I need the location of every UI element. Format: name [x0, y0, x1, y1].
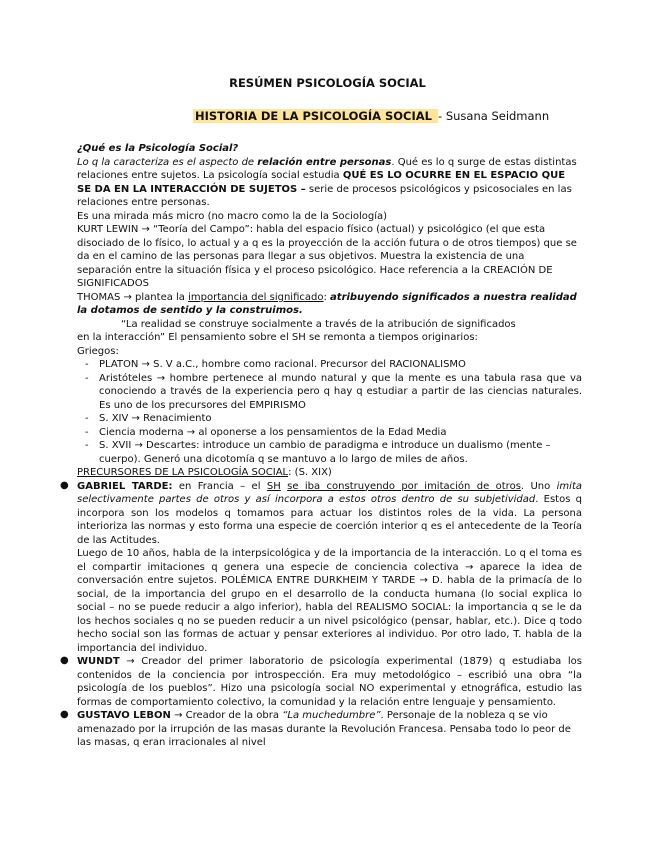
wundt-name: WUNDT	[77, 656, 120, 667]
list-item	[77, 358, 582, 372]
list-item	[77, 439, 582, 466]
lebon-item	[60, 709, 582, 750]
document-subtitle	[193, 109, 549, 123]
lebon-italic: “La muchedumbre”	[282, 710, 381, 721]
intro-italic: Lo q la caracteriza es el aspecto de	[77, 156, 258, 168]
wundt-text: → Creador del primer laboratorio de psicología experimental (1879) q estudiaba los contenidos de la conciencia por introspección. Era muy metodológico – escribió una obra “la psicología de los pueblos”. Hizo una psicología social NO experimental y etnográfica, estudio las formas de comportamiento colectivo, la comunidad y la relación entre lenguaje y pensamiento.	[77, 656, 582, 708]
intro-bold-italic: relación entre personas	[257, 156, 392, 168]
thomas-colon: :	[323, 291, 331, 303]
wundt-item	[60, 655, 582, 709]
tarde-text-a: en Francia – el	[172, 480, 267, 492]
quote-continuation: en la interacción” El pensamiento sobre el SH se remonta a tiempos originarios:	[77, 332, 478, 343]
greeks-label: Griegos:	[77, 345, 119, 357]
lebon-text-a: → Creador de la obra	[170, 710, 283, 721]
document-body	[60, 142, 582, 750]
bullet-icon: ●	[60, 655, 69, 666]
tarde-item	[60, 479, 582, 656]
list-dash: -	[85, 359, 89, 370]
tarde-paragraph	[77, 480, 582, 548]
list-item	[77, 412, 582, 426]
list-item-text: S. XVII → Descartes: introduce un cambio de paradigma e introduce un dualismo (mente – cuerpo). Generó una dicotomía q se mantuvo a lo largo de miles de años.	[99, 440, 551, 465]
precursors-label: PRECURSORES DE LA PSICOLOGÍA SOCIAL	[77, 467, 289, 478]
intro-bold: QUÉ ES LO OCURRE EN EL ESPACIO QUE SE DA EN LA INTERACCIÓN DE SUJETOS –	[77, 170, 566, 195]
tarde-underline-imitation: se iba construyendo por imitación de otros	[287, 480, 521, 492]
lebon-name: GUSTAVO LEBON	[77, 710, 171, 721]
bullet-icon: ●	[60, 479, 69, 491]
tarde-text-d: . Estos q incorpora son los modelos q tomamos para actuar los distintos roles de la vida. La persona interioriza las normas y esto forma una especie de coerción interior q es el antecedente de la Teoría de las Actitudes.	[77, 494, 582, 546]
lewin-paragraph: KURT LEWIN → “Teoría del Campo”: habla del espacio físico (actual) y psicológico (el que esta disociado de lo físico, lo actual y a q es la proyección de la acción futura o de otros tiempos) que se da en el camino de las personas para llegar a sus objetivos. Muestra la existencia de una separación entre la situación física y el proceso psicológico. Hace referencia a la CREACIÓN DE SIGNIFICADOS	[77, 224, 577, 289]
lebon-text-b: . Personaje de la nobleza q se vio amenazado por la irrupción de las masas durante la Revolución Francesa. Pensaba todo lo peor de las masas, q eran irracionales al nivel	[77, 710, 571, 748]
list-item-text: PLATON → S. V a.C., hombre como racional. Precursor del RACIONALISMO	[99, 359, 466, 370]
precursors-suffix: : (S. XIX)	[288, 467, 332, 478]
tarde-underline-sh: SH	[266, 480, 281, 492]
bullet-icon: ●	[60, 709, 69, 720]
list-item	[77, 372, 582, 413]
list-item	[77, 426, 582, 440]
quote-line: “La realidad se construye socialmente a través de la atribución de significados	[121, 318, 516, 330]
list-dash: -	[85, 440, 89, 451]
wundt-paragraph	[77, 655, 582, 709]
intro-end: serie de procesos psicológicos y psicosociales en las relaciones entre personas.	[77, 183, 572, 208]
lebon-paragraph	[77, 709, 582, 750]
list-item-text: S. XIV → Renacimiento	[99, 413, 212, 424]
thomas-underline: importancia del significado	[188, 291, 324, 303]
subtitle-author: - Susana Seidmann	[438, 109, 550, 123]
intro-text: . Qué es lo q surge de estas distintas relaciones entre sujetos. La psicología social estudia	[77, 156, 577, 181]
tarde-italic: imita selectivamente partes de otros y así incorpora a estos otros dentro de su subjetividad	[77, 480, 582, 505]
subtitle-highlight: HISTORIA DE LA PSICOLOGÍA SOCIAL	[195, 109, 437, 123]
thomas-text: THOMAS → plantea la	[77, 291, 189, 303]
tarde-name: GABRIEL TARDE:	[77, 480, 173, 492]
list-dash: -	[85, 413, 89, 424]
greek-list	[77, 358, 582, 466]
section-question: ¿Qué es la Psicología Social?	[77, 143, 239, 154]
list-dash: -	[85, 372, 89, 384]
list-item-text: Ciencia moderna → al oponerse a los pensamientos de la Edad Media	[99, 426, 447, 438]
tarde-paragraph-2: Luego de 10 años, habla de la interpsicológica y de la importancia de la interacción. Lo q el toma es el compartir imitaciones q genera una especie de conciencia colectiva → aparece la idea de conversación entre sujetos. POLÉMICA ENTRE DURKHEIM Y TARDE → D. habla de la primacía de lo social, de la importancia del grupo en el desarrollo de la conducta humana (lo social explica lo social – no se puede reducir a algo inferior), habla del REALISMO SOCIAL: la importancia q se le da los hechos sociales q no se pueden reducir a un nivel psicológico (pensar, hablar, etc.). Dice q todo hecho social son las formas de actuar y pensar exteriores al individuo. Por otro lado, T. habla de la importancia del individuo.	[77, 548, 582, 654]
tarde-text-c: . Uno	[520, 480, 557, 492]
precursors-heading	[77, 466, 582, 480]
list-dash: -	[85, 426, 89, 438]
micro-paragraph: Es una mirada más micro (no macro como la de la Sociología)	[77, 210, 388, 222]
intro-paragraph	[77, 156, 582, 210]
thomas-bold-italic: atribuyendo significados a nuestra realidad la dotamos de sentido y la construimos.	[77, 291, 577, 316]
thomas-paragraph	[77, 291, 582, 318]
document-title: RESÚMEN PSICOLOGÍA SOCIAL	[229, 76, 426, 90]
list-item-text: Aristóteles → hombre pertenece al mundo natural y que la mente es una tabula rasa que va conociendo a través de la experiencia pero q hay q estudiar a partir de las ciencias naturales. Es uno de los precursores del EMPIRISMO	[99, 372, 582, 411]
